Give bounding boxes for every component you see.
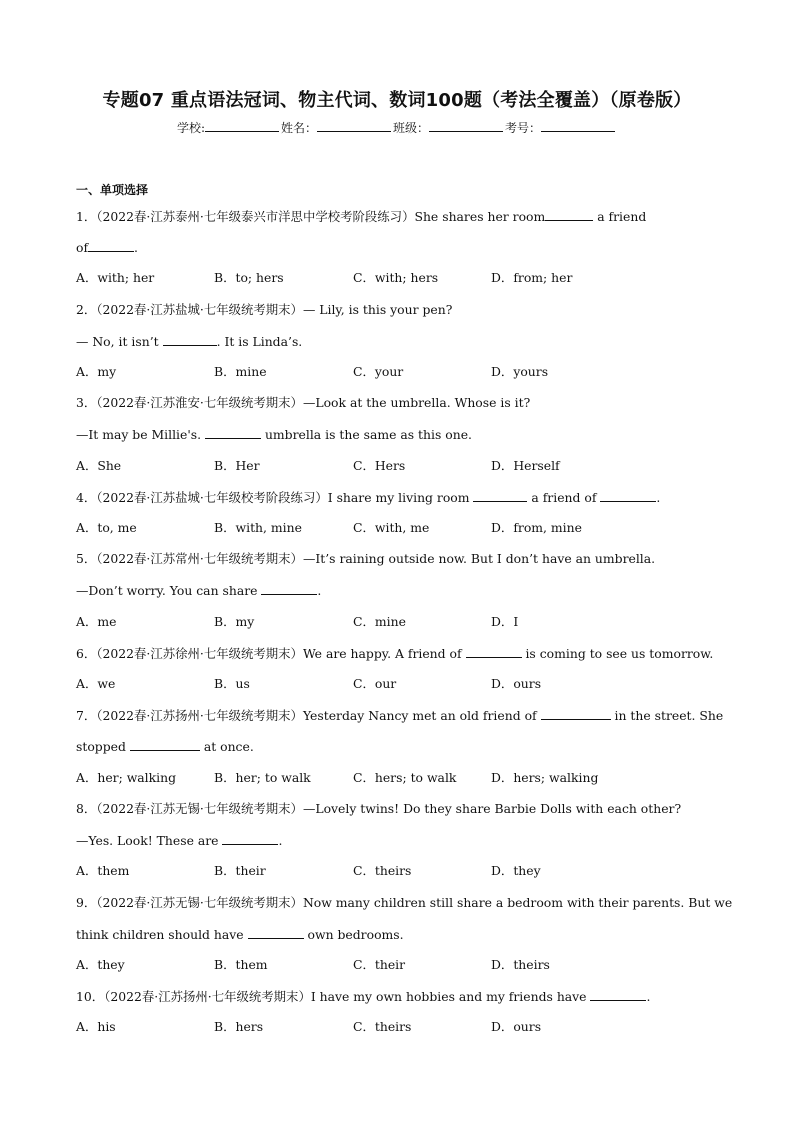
question-9-option-c[interactable]: C．their bbox=[353, 957, 406, 972]
question-6-text: 6．（2022春·江苏徐州·七年级统考期末）We are happy. A friend of bbox=[76, 646, 466, 661]
question-6-option-c[interactable]: C．our bbox=[353, 676, 397, 691]
question-4-option-c[interactable]: C．with, me bbox=[353, 520, 430, 535]
question-7-text-2-tail: at once. bbox=[199, 739, 254, 754]
question-7-option-a[interactable]: A．her; walking bbox=[76, 770, 177, 785]
question-6-option-a[interactable]: A．we bbox=[76, 676, 116, 691]
question-9-option-a[interactable]: A．they bbox=[76, 957, 125, 972]
question-2-option-d[interactable]: D．yours bbox=[491, 364, 549, 379]
question-7-option-d[interactable]: D．hers; walking bbox=[491, 770, 599, 785]
class-label: 班级： bbox=[393, 121, 430, 135]
question-3-line-1: 3．（2022春·江苏淮安·七年级统考期末）—Look at the umbrella. Whose is it? bbox=[76, 395, 531, 410]
question-7-text-tail: in the street. She bbox=[610, 708, 724, 723]
question-2-option-a[interactable]: A．my bbox=[76, 364, 117, 379]
question-8-blank[interactable] bbox=[222, 832, 278, 845]
question-2-text-2: — No, it isn’t bbox=[76, 334, 163, 349]
question-6-option-d[interactable]: D．ours bbox=[491, 676, 542, 691]
exam-no-label: 考号： bbox=[505, 121, 542, 135]
section-heading: 一、单项选择 bbox=[76, 183, 149, 197]
question-10-option-b[interactable]: B．hers bbox=[214, 1019, 264, 1034]
question-3-option-a[interactable]: A．She bbox=[76, 458, 122, 473]
question-9-line-2 bbox=[76, 926, 404, 943]
class-blank[interactable] bbox=[429, 119, 503, 132]
question-1-text-2-tail: . bbox=[134, 240, 138, 255]
question-7-line-1 bbox=[76, 707, 723, 724]
question-5-blank[interactable] bbox=[261, 582, 317, 595]
page-title: 专题07 重点语法冠词、物主代词、数词100题（考法全覆盖）（原卷版） bbox=[102, 90, 692, 111]
question-7-blank-1[interactable] bbox=[541, 707, 611, 720]
question-5-line-2 bbox=[76, 582, 321, 599]
question-3-line-2 bbox=[76, 426, 472, 443]
question-4-text-mid: a friend of bbox=[527, 490, 601, 505]
question-10-option-c[interactable]: C．theirs bbox=[353, 1019, 412, 1034]
question-6-blank[interactable] bbox=[466, 645, 522, 658]
exam-no-blank[interactable] bbox=[541, 119, 615, 132]
question-5-option-d[interactable]: D．I bbox=[491, 614, 519, 629]
question-9-option-d[interactable]: D．theirs bbox=[491, 957, 550, 972]
question-3-option-c[interactable]: C．Hers bbox=[353, 458, 406, 473]
question-9-line-1: 9．（2022春·江苏无锡·七年级统考期末）Now many children still share a bedroom with their parents. But we bbox=[76, 895, 733, 910]
question-8-option-a[interactable]: A．them bbox=[76, 863, 130, 878]
question-6-line-1 bbox=[76, 645, 713, 662]
question-5-option-b[interactable]: B．my bbox=[214, 614, 255, 629]
question-1-text-tail: a friend bbox=[593, 209, 647, 224]
school-label: 学校: bbox=[176, 121, 205, 135]
question-8-line-1: 8．（2022春·江苏无锡·七年级统考期末）—Lovely twins! Do they share Barbie Dolls with each other? bbox=[76, 801, 682, 816]
question-1-option-d[interactable]: D．from; her bbox=[491, 270, 573, 285]
question-4-option-b[interactable]: B．with, mine bbox=[214, 520, 302, 535]
question-3-option-d[interactable]: D．Herself bbox=[491, 458, 560, 473]
question-8-option-b[interactable]: B．their bbox=[214, 863, 266, 878]
question-1-line-1 bbox=[76, 208, 646, 225]
question-7-text-2: stopped bbox=[76, 739, 130, 754]
question-7-text: 7．（2022春·江苏扬州·七年级统考期末）Yesterday Nancy met an old friend of bbox=[76, 708, 541, 723]
question-8-option-d[interactable]: D．they bbox=[491, 863, 541, 878]
question-1-blank-2[interactable] bbox=[88, 239, 134, 252]
question-2-line-1: 2．（2022春·江苏盐城·七年级统考期末）— Lily, is this your pen? bbox=[76, 302, 453, 317]
student-info-line bbox=[0, 119, 794, 136]
question-1-option-a[interactable]: A．with; her bbox=[76, 270, 155, 285]
question-7-option-c[interactable]: C．hers; to walk bbox=[353, 770, 457, 785]
question-2-line-2 bbox=[76, 333, 302, 350]
question-9-option-b[interactable]: B．them bbox=[214, 957, 268, 972]
name-blank[interactable] bbox=[317, 119, 391, 132]
question-7-option-b[interactable]: B．her; to walk bbox=[214, 770, 311, 785]
question-8-line-2 bbox=[76, 832, 282, 849]
question-5-text-2-tail: . bbox=[317, 583, 322, 598]
question-3-text-2-tail: umbrella is the same as this one. bbox=[261, 427, 472, 442]
question-4-text: 4．（2022春·江苏盐城·七年级校考阶段练习）I share my living room bbox=[76, 490, 474, 505]
question-4-line-1 bbox=[76, 489, 660, 506]
question-4-option-d[interactable]: D．from, mine bbox=[491, 520, 582, 535]
question-10-option-d[interactable]: D．ours bbox=[491, 1019, 542, 1034]
question-1-text: 1．（2022春·江苏泰州·七年级泰兴市洋思中学校考阶段练习）She shares her room bbox=[76, 209, 546, 224]
question-4-blank-1[interactable] bbox=[473, 489, 527, 502]
question-9-blank[interactable] bbox=[248, 926, 304, 939]
question-5-option-a[interactable]: A．me bbox=[76, 614, 117, 629]
question-1-option-b[interactable]: B．to; hers bbox=[214, 270, 284, 285]
question-5-text-2: —Don’t worry. You can share bbox=[76, 583, 262, 598]
question-7-line-2 bbox=[76, 738, 254, 755]
question-2-text-2-tail: . It is Linda’s. bbox=[216, 334, 303, 349]
question-7-blank-2[interactable] bbox=[130, 738, 200, 751]
school-blank[interactable] bbox=[205, 119, 279, 132]
question-9-text-2: think children should have bbox=[76, 927, 248, 942]
question-8-text-2-tail: . bbox=[278, 833, 283, 848]
question-1-blank-1[interactable] bbox=[545, 208, 593, 221]
question-3-text-2: —It may be Millie's. bbox=[76, 427, 205, 442]
question-5-line-1: 5．（2022春·江苏常州·七年级统考期末）—It’s raining outside now. But I don’t have an umbrella. bbox=[76, 551, 656, 566]
question-2-option-b[interactable]: B．mine bbox=[214, 364, 267, 379]
question-10-text-tail: . bbox=[646, 989, 651, 1004]
question-4-text-tail: . bbox=[656, 490, 661, 505]
question-6-text-tail: is coming to see us tomorrow. bbox=[521, 646, 714, 661]
question-2-option-c[interactable]: C．your bbox=[353, 364, 404, 379]
name-label: 姓名： bbox=[281, 121, 318, 135]
question-1-line-2 bbox=[76, 239, 138, 256]
question-1-text-2: of bbox=[76, 240, 89, 255]
question-6-option-b[interactable]: B．us bbox=[214, 676, 250, 691]
question-10-text: 10．（2022春·江苏扬州·七年级统考期末）I have my own hobbies and my friends have bbox=[76, 989, 591, 1004]
question-3-blank[interactable] bbox=[205, 426, 261, 439]
question-10-line-1 bbox=[76, 988, 650, 1005]
question-2-blank[interactable] bbox=[163, 333, 217, 346]
question-1-option-c[interactable]: C．with; hers bbox=[353, 270, 439, 285]
question-10-option-a[interactable]: A．his bbox=[76, 1019, 116, 1034]
question-4-blank-2[interactable] bbox=[600, 489, 656, 502]
question-10-blank[interactable] bbox=[590, 988, 646, 1001]
question-5-option-c[interactable]: C．mine bbox=[353, 614, 406, 629]
question-3-option-b[interactable]: B．Her bbox=[214, 458, 260, 473]
question-8-text-2: —Yes. Look! These are bbox=[76, 833, 223, 848]
question-9-text-2-tail: own bedrooms. bbox=[303, 927, 404, 942]
question-8-option-c[interactable]: C．theirs bbox=[353, 863, 412, 878]
question-4-option-a[interactable]: A．to, me bbox=[76, 520, 137, 535]
